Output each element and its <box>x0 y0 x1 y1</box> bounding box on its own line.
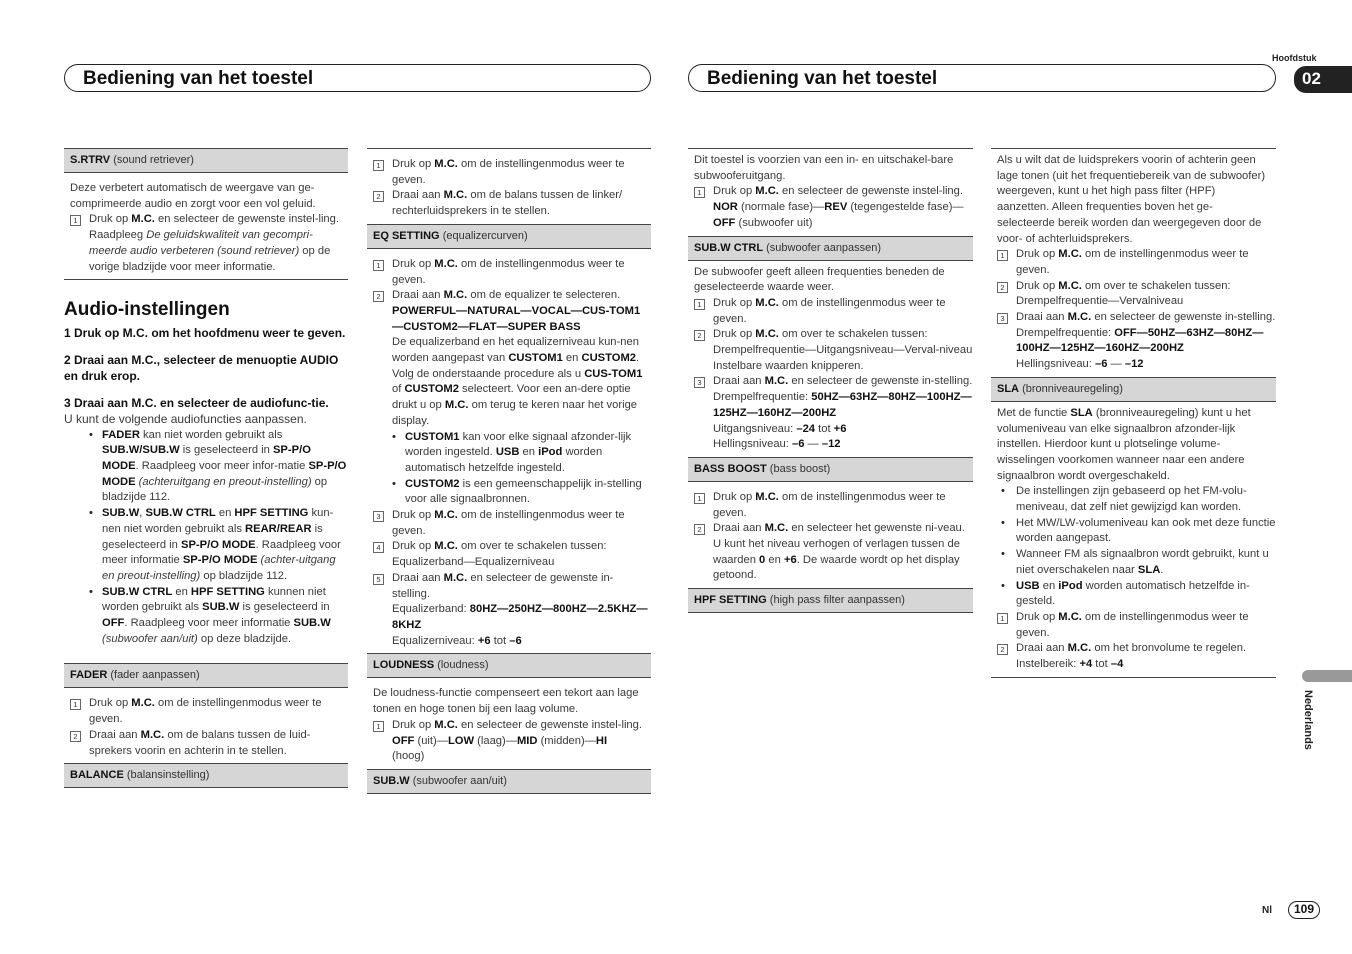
sla-bullet-1: • De instellingen zijn gebaseerd op het FM-volu-meniveau, dat zelf niet gewijzigd kan worden. <box>991 484 1276 515</box>
loudness-step-1: 1 Druk op M.C. en selecteer de gewenste instel-ling. <box>367 718 651 734</box>
hpf-description: Als u wilt dat de luidsprekers voorin of achterin geen lage tonen (uit het frequentiebereik van de subwoofer) weergeven, kunt u het high pass filter (HPF) aanzetten. Alleen frequenties boven het ge-selecteerde bereik worden dan weergegeven door de voor- of achterluidsprekers. <box>997 154 1266 245</box>
section-bar-hpf: HPF SETTING (high pass filter aanpassen) <box>688 588 973 613</box>
eq-procedure-note: Volg de onderstaande procedure als u CUS-TOM1 of CUSTOM2 selecteert. Voor een an-dere optie drukt u op M.C. om terug te keren naar het vorige display. <box>392 367 643 427</box>
bass-note: U kunt het niveau verhogen of verlagen tussen de waarden 0 en +6. De waarde wordt op het display getoond. <box>713 538 960 582</box>
bass-step-2: 2 Draai aan M.C. en selecteer het gewenste ni-veau. <box>688 521 973 537</box>
section-title-audio: Audio-instellingen <box>64 299 230 321</box>
bass-step-1: 1 Druk op M.C. om de instellingenmodus weer te geven. <box>688 490 973 521</box>
section-bar-eq: EQ SETTING (equalizercurven) <box>367 224 651 249</box>
header-title-left: Bediening van het toestel <box>83 68 314 89</box>
sla-step-2: 2 Draai aan M.C. om het bronvolume te regelen. Instelbereik: +4 tot –4 <box>991 641 1276 672</box>
sla-bullet-3: • Wanneer FM als signaalbron wordt gebruikt, kunt u niet overschakelen naar SLA. <box>991 547 1276 578</box>
eq-step-1: 1 Druk op M.C. om de instellingenmodus weer te geven. <box>367 257 651 288</box>
eq-bullet-custom1: • CUSTOM1 kan voor elke signaal afzonder-lijk worden ingesteld. USB en iPod worden automatisch hetzelfde ingesteld. <box>367 430 651 477</box>
section-bar-srtrv: S.RTRV (sound retriever) <box>64 148 348 173</box>
eq-level-range: Equalizerniveau: +6 tot –6 <box>392 634 522 647</box>
subw-ctrl-step-3: 3 Draai aan M.C. en selecteer de gewenste in-stelling. <box>688 374 973 390</box>
balance-step-2: 2 Draai aan M.C. om de balans tussen de linker/ rechterluidsprekers in te stellen. <box>367 188 651 219</box>
audio-note-subw-ctrl: • SUB.W CTRL en HPF SETTING kunnen niet worden gebruikt als SUB.W is geselecteerd in OFF. Raadpleeg voor meer informatie SUB.W (subwoofer aan/uit) op deze bladzijde. <box>64 585 348 648</box>
section-bar-fader: FADER (fader aanpassen) <box>64 663 348 688</box>
srtrv-reference: Raadpleeg De geluidskwaliteit van gecompri-meerde audio verbeteren (sound retriever) op de vorige bladzijde voor meer informatie. <box>89 229 331 273</box>
hpf-step-1: 1 Druk op M.C. om de instellingenmodus weer te geven. <box>991 247 1276 278</box>
sla-description: Met de functie SLA (bronniveauregeling) kunt u het volumeniveau van elke signaalbron afzonder-lijk instellen. Hierdoor kunt u plotselinge volume-wisselingen voorkomen wanneer naar een andere signaalbron wordt overgeschakeld. <box>997 406 1251 482</box>
eq-band-values: Equalizerband: 80HZ—250HZ—800HZ—2.5KHZ—8KHZ <box>392 603 648 631</box>
srtrv-step-1: 1 Druk op M.C. en selecteer de gewenste instel-ling. <box>64 212 348 228</box>
section-bar-balance: BALANCE (balansinstelling) <box>64 763 348 788</box>
page-number: 109 <box>1288 901 1320 919</box>
hpf-frequencies: Drempelfrequentie: OFF—50HZ—63HZ—80HZ—100HZ—125HZ—160HZ—200HZ <box>1016 326 1264 355</box>
subw-description: Dit toestel is voorzien van een in- en uitschakel-bare subwooferuitgang. <box>694 154 954 182</box>
eq-step-4: 4 Druk op M.C. om over te schakelen tussen: Equalizerband—Equalizerniveau <box>367 539 651 570</box>
loudness-description: De loudness-functie compenseert een tekort aan lage tonen en hoge tonen bij een laag volume. <box>373 687 639 716</box>
balance-step-1: 1 Druk op M.C. om de instellingenmodus weer te geven. <box>367 157 651 188</box>
chapter-number-tab <box>1294 66 1352 93</box>
audio-step-2: 2 Draai aan M.C., selecteer de menuoptie AUDIO en druk erop. <box>64 353 339 383</box>
fader-step-1: 1 Druk op M.C. om de instellingenmodus weer te geven. <box>64 696 348 727</box>
column-2 <box>367 148 651 794</box>
section-bar-subw: SUB.W (subwoofer aan/uit) <box>367 769 651 794</box>
eq-step-2: 2 Draai aan M.C. om de equalizer te selecteren. <box>367 288 651 304</box>
subw-ctrl-step-1: 1 Druk op M.C. om de instellingenmodus weer te geven. <box>688 296 973 327</box>
subw-step-1: 1 Druk op M.C. en selecteer de gewenste instel-ling. <box>688 184 973 200</box>
audio-intro: U kunt de volgende audiofuncties aanpassen. <box>64 411 307 426</box>
audio-step-1: 1 Druk op M.C. om het hoofdmenu weer te geven. <box>64 325 346 340</box>
subw-ctrl-description: De subwoofer geeft alleen frequenties beneden de geselecteerde waarde weer. <box>694 265 945 294</box>
header-left <box>64 64 651 92</box>
eq-bullet-custom2: • CUSTOM2 is een gemeenschappelijk in-stelling voor alle signaalbronnen. <box>367 477 651 508</box>
subw-ctrl-step-2: 2 Druk op M.C. om over te schakelen tussen: Drempelfrequentie—Uitgangsniveau—Verval-niveau Instelbare waarden knipperen. <box>688 327 973 374</box>
subw-ctrl-slope-range: Hellingsniveau: –6 — –12 <box>713 438 841 451</box>
section-bar-subw-ctrl: SUB.W CTRL (subwoofer aanpassen) <box>688 236 973 261</box>
section-bar-sla: SLA (bronniveauregeling) <box>991 377 1276 402</box>
language-tab-marker <box>1302 670 1352 682</box>
section-bar-loudness: LOUDNESS (loudness) <box>367 653 651 678</box>
footer-language: Nl <box>1262 905 1272 916</box>
audio-note-fader: • FADER kan niet worden gebruikt als SUB.W/SUB.W is geselecteerd in SP-P/O MODE. Raadpleeg voor meer infor-matie SP-P/O MODE (achteruitgang en preout-instelling) op bladzijde 112. <box>64 428 348 507</box>
hpf-slope-range: Hellingsniveau: –6 — –12 <box>1016 358 1144 371</box>
sla-bullet-4: • USB en iPod worden automatisch hetzelfde in-gesteld. <box>991 579 1276 610</box>
column-1 <box>64 148 348 788</box>
header-right <box>688 64 1276 92</box>
section-bar-bass-boost: BASS BOOST (bass boost) <box>688 457 973 482</box>
fader-step-2: 2 Draai aan M.C. om de balans tussen de luid-sprekers voorin en achterin in te stellen. <box>64 728 348 759</box>
audio-note-subw: • SUB.W, SUB.W CTRL en HPF SETTING kun-nen niet worden gebruikt als REAR/REAR is geselecteerd in SP-P/O MODE. Raadpleeg voor meer informatie SP-P/O MODE (achter-uitgang en preout-instelling) op bladzijde 112. <box>64 506 348 585</box>
audio-step-3: 3 Draai aan M.C. en selecteer de audiofunc-tie. <box>64 396 329 411</box>
language-label: Nederlands <box>1302 690 1314 750</box>
column-3 <box>688 148 973 613</box>
eq-step-5: 5 Draai aan M.C. en selecteer de gewenste in-stelling. <box>367 571 651 602</box>
chapter-number: 02 <box>1302 69 1321 88</box>
subw-ctrl-frequencies: Drempelfrequentie: 50HZ—63HZ—80HZ—100HZ—125HZ—160HZ—200HZ <box>713 391 972 419</box>
sla-step-1: 1 Druk op M.C. om de instellingenmodus weer te geven. <box>991 610 1276 641</box>
eq-custom-note: De equalizerband en het equalizerniveau kun-nen worden aangepast van CUSTOM1 en CUSTOM2. <box>392 336 640 365</box>
subw-options: NOR (normale fase)—REV (tegengestelde fase)—OFF (subwoofer uit) <box>713 201 964 229</box>
hpf-step-2: 2 Druk op M.C. om over te schakelen tussen: Drempelfrequentie—Vervalniveau <box>991 279 1276 310</box>
column-4 <box>991 148 1276 678</box>
language-tab <box>1296 690 1326 770</box>
loudness-options: OFF (uit)—LOW (laag)—MID (midden)—HI (hoog) <box>392 734 608 763</box>
srtrv-description: Deze verbetert automatisch de weergave van ge-comprimeerde audio en zorgt voor een vol geluid. <box>70 182 316 210</box>
sla-bullet-2: • Het MW/LW-volumeniveau kan ook met deze functie worden aangepast. <box>991 516 1276 547</box>
hpf-step-3: 3 Draai aan M.C. en selecteer de gewenste in-stelling. <box>991 310 1276 326</box>
eq-preset-list: POWERFUL—NATURAL—VOCAL—CUS-TOM1—CUSTOM2—FLAT—SUPER BASS <box>392 304 641 333</box>
eq-step-3: 3 Druk op M.C. om de instellingenmodus weer te geven. <box>367 508 651 539</box>
header-title-right: Bediening van het toestel <box>707 68 938 89</box>
chapter-label: Hoofdstuk <box>1272 53 1317 63</box>
subw-ctrl-output-range: Uitgangsniveau: –24 tot +6 <box>713 422 847 435</box>
